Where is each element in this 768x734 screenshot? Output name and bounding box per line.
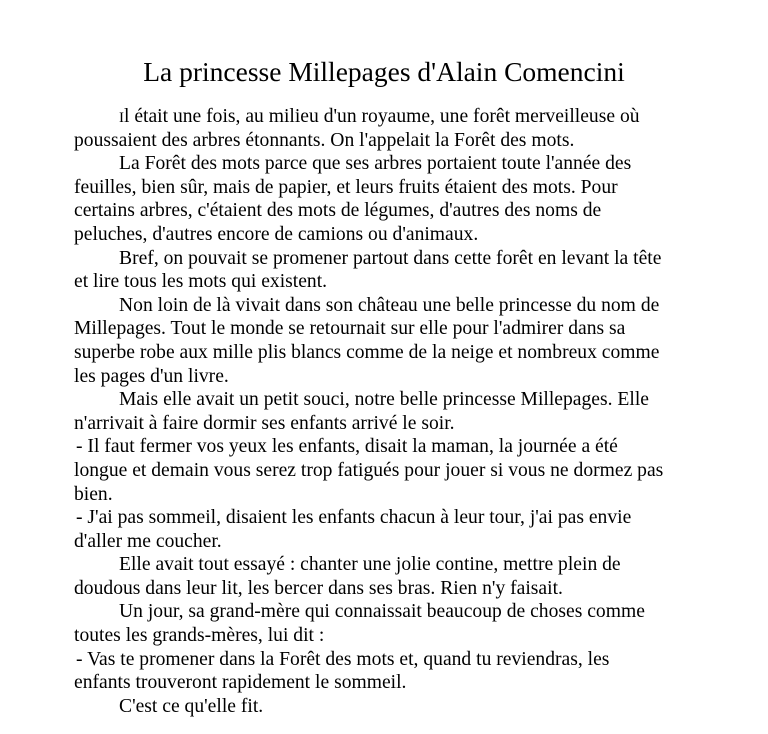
text-line <box>74 152 714 176</box>
text-line <box>74 530 714 554</box>
text-line <box>74 624 714 648</box>
text-line <box>74 270 714 294</box>
text-line <box>74 577 714 601</box>
line-text: les pages d'un livre. <box>74 365 229 387</box>
line-text: La Forêt des mots parce que ses arbres portaient toute l'année des <box>119 153 632 175</box>
line-text: Un jour, sa grand-mère qui connaissait beaucoup de choses comme <box>119 601 645 623</box>
line-text: enfants trouveront rapidement le sommeil. <box>74 672 407 694</box>
text-line <box>74 695 714 719</box>
text-line <box>74 247 714 271</box>
line-text: - Il faut fermer vos yeux les enfants, disait la maman, la journée a été <box>76 436 618 458</box>
text-line <box>74 129 714 153</box>
page-title: La princesse Millepages d'Alain Comencini <box>143 56 625 87</box>
text-line <box>74 199 714 223</box>
text-line <box>74 506 714 530</box>
line-text: superbe robe aux mille plis blancs comme de la neige et nombreux comme <box>74 341 660 363</box>
line-text: Mais elle avait un petit souci, notre belle princesse Millepages. Elle <box>119 389 649 411</box>
line-text: peluches, d'autres encore de camions ou d'animaux. <box>74 223 479 245</box>
line-text: - Vas te promener dans la Forêt des mots et, quand tu reviendras, les <box>76 648 610 670</box>
text-line <box>74 648 714 672</box>
line-text: C'est ce qu'elle fit. <box>119 695 264 717</box>
text-line <box>74 671 714 695</box>
line-text: n'arrivait à faire dormir ses enfants arrivé le soir. <box>74 412 455 434</box>
text-line <box>74 600 714 624</box>
text-line <box>74 223 714 247</box>
line-text: certains arbres, c'étaient des mots de légumes, d'autres des noms de <box>74 200 602 222</box>
initial-letter: I <box>119 110 124 126</box>
line-text: longue et demain vous serez trop fatigués pour jouer si vous ne dormez pas <box>74 459 664 481</box>
line-text: feuilles, bien sûr, mais de papier, et leurs fruits étaient des mots. Pour <box>74 176 618 198</box>
text-line <box>74 294 714 318</box>
line-text: doudous dans leur lit, les bercer dans ses bras. Rien n'y faisait. <box>74 577 563 599</box>
line-text: d'aller me coucher. <box>74 530 222 552</box>
text-line <box>74 553 714 577</box>
text-line <box>74 105 714 129</box>
line-text: Bref, on pouvait se promener partout dans cette forêt en levant la tête <box>119 247 662 269</box>
text-line <box>74 435 714 459</box>
text-line <box>74 365 714 389</box>
story-body <box>74 105 714 718</box>
line-text: poussaient des arbres étonnants. On l'appelait la Forêt des mots. <box>74 129 575 151</box>
text-line <box>74 176 714 200</box>
line-text: Millepages. Tout le monde se retournait sur elle pour l'admirer dans sa <box>74 318 626 340</box>
line-text: l était une fois, au milieu d'un royaume, une forêt merveilleuse où <box>124 106 640 127</box>
text-line <box>74 341 714 365</box>
text-line <box>74 388 714 412</box>
text-line <box>74 412 714 436</box>
line-text: - J'ai pas sommeil, disaient les enfants chacun à leur tour, j'ai pas envie <box>76 507 632 529</box>
line-text: et lire tous les mots qui existent. <box>74 271 328 293</box>
line-text: bien. <box>74 483 113 505</box>
text-line <box>74 483 714 507</box>
text-line <box>74 459 714 483</box>
text-line <box>74 317 714 341</box>
line-text: Elle avait tout essayé : chanter une jolie contine, mettre plein de <box>119 554 621 576</box>
line-text: Non loin de là vivait dans son château une belle princesse du nom de <box>119 294 660 316</box>
line-text: toutes les grands-mères, lui dit : <box>74 625 325 647</box>
